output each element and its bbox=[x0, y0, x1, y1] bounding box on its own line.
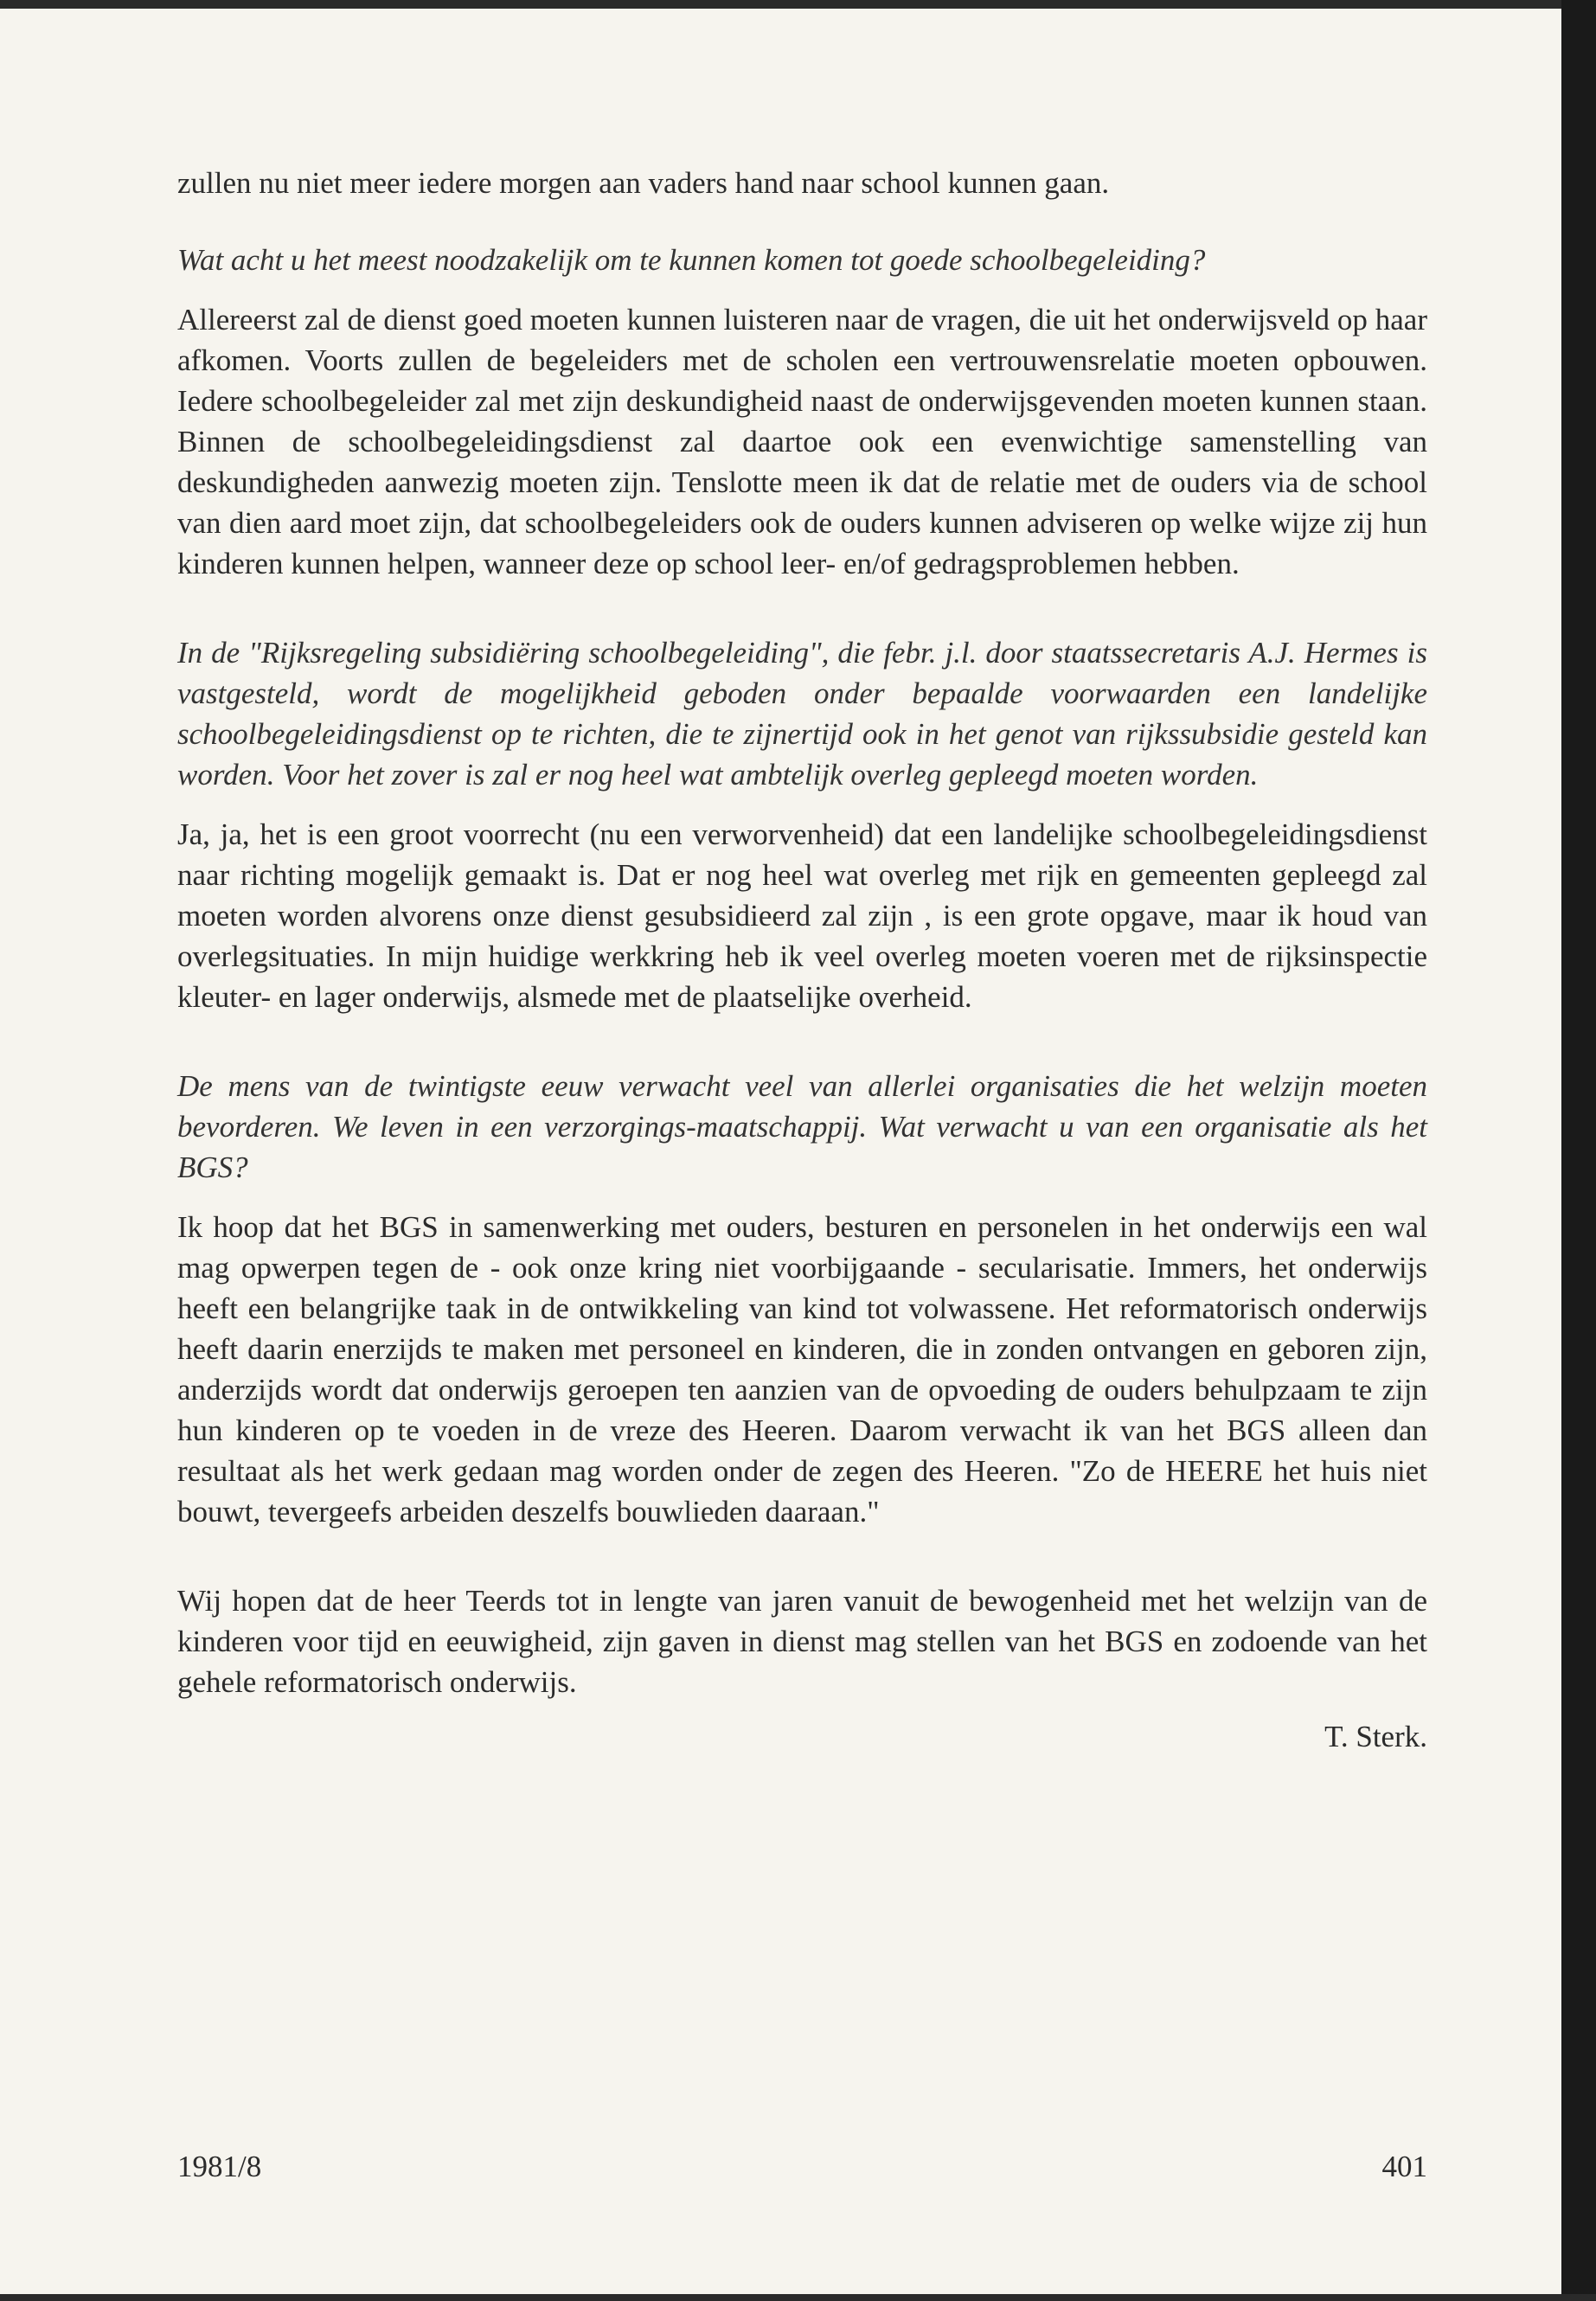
page-number: 401 bbox=[1381, 2150, 1427, 2183]
interview-question-3: De mens van de twintigste eeuw verwacht veel van allerlei organisaties die het welzijn moeten bevorderen. We leven in een verzorgings-maatschappij. Wat verwacht u van een organisatie als het BGS? bbox=[177, 1069, 1427, 1184]
issue-number: 1981/8 bbox=[177, 2150, 262, 2183]
article-body bbox=[177, 163, 1427, 1757]
scan-edge-right bbox=[1561, 0, 1596, 2301]
scan-edge-top bbox=[0, 0, 1596, 9]
closing-paragraph: Wij hopen dat de heer Teerds tot in lengte van jaren vanuit de bewogenheid met het welzijn van de kinderen voor tijd en eeuwigheid, zijn gaven in dienst mag stellen van het BGS en zodoende van het gehele reformatorisch onderwijs. bbox=[177, 1584, 1427, 1699]
interview-question-2: In de "Rijksregeling subsidiëring schoolbegeleiding", die febr. j.l. door staatssecretaris A.J. Hermes is vastgesteld, wordt de mogelijkheid geboden onder bepaalde voorwaarden een landelijke schoolbegeleidingsdienst op te richten, die te zijnertijd ook in het genot van rijkssubsidie gesteld kan worden. Voor het zover is zal er nog heel wat ambtelijk overleg gepleegd moeten worden. bbox=[177, 636, 1427, 792]
interview-answer-3: Ik hoop dat het BGS in samenwerking met ouders, besturen en personelen in het onderwijs een wal mag opwerpen tegen de - ook onze kring niet voorbijgaande - secularisatie. Immers, het onderwijs heeft een belangrijke taak in de ontwikkeling van kind tot volwassene. Het reformatorisch onderwijs heeft daarin enerzijds te maken met personeel en kinderen, die in zonden ontvangen en geboren zijn, anderzijds wordt dat onderwijs geroepen ten aanzien van de opvoeding de ouders behulpzaam te zijn hun kinderen op te voeden in de vreze des Heeren. Daarom verwacht ik van het BGS alleen dan resultaat als het werk gedaan mag worden onder de zegen des Heeren. "Zo de HEERE het huis niet bouwt, tevergeefs arbeiden deszelfs bouwlieden daaraan." bbox=[177, 1210, 1427, 1529]
continuation-line: zullen nu niet meer iedere morgen aan vaders hand naar school kunnen gaan. bbox=[177, 166, 1110, 200]
interview-answer-1: Allereerst zal de dienst goed moeten kunnen luisteren naar de vragen, die uit het onderwijsveld op haar afkomen. Voorts zullen de begeleiders met de scholen een vertrouwensrelatie moeten opbouwen. Iedere schoolbegeleider zal met zijn deskundigheid naast de onderwijsgevenden moeten kunnen staan. Binnen de schoolbegeleidingsdienst zal daartoe ook een evenwichtige samenstelling van deskundigheden aanwezig moeten zijn. Tenslotte meen ik dat de relatie met de ouders via de school van dien aard moet zijn, dat schoolbegeleiders ook de ouders kunnen adviseren op welke wijze zij hun kinderen kunnen helpen, wanneer deze op school leer- en/of gedragsproblemen hebben. bbox=[177, 303, 1427, 580]
interview-question-1: Wat acht u het meest noodzakelijk om te kunnen komen tot goede schoolbegeleiding? bbox=[177, 243, 1206, 277]
scan-edge-bottom bbox=[0, 2294, 1596, 2301]
interview-answer-2: Ja, ja, het is een groot voorrecht (nu een verworvenheid) dat een landelijke schoolbegeleidingsdienst naar richting mogelijk gemaakt is. Dat er nog heel wat overleg met rijk en gemeenten gepleegd zal moeten worden alvorens onze dienst gesubsidieerd zal zijn , is een grote opgave, maar ik houd van overlegsituaties. In mijn huidige werkkring heb ik veel overleg moeten voeren met de rijksinspectie kleuter- en lager onderwijs, alsmede met de plaatselijke overheid. bbox=[177, 817, 1427, 1014]
author-signature: T. Sterk. bbox=[1324, 1720, 1427, 1753]
